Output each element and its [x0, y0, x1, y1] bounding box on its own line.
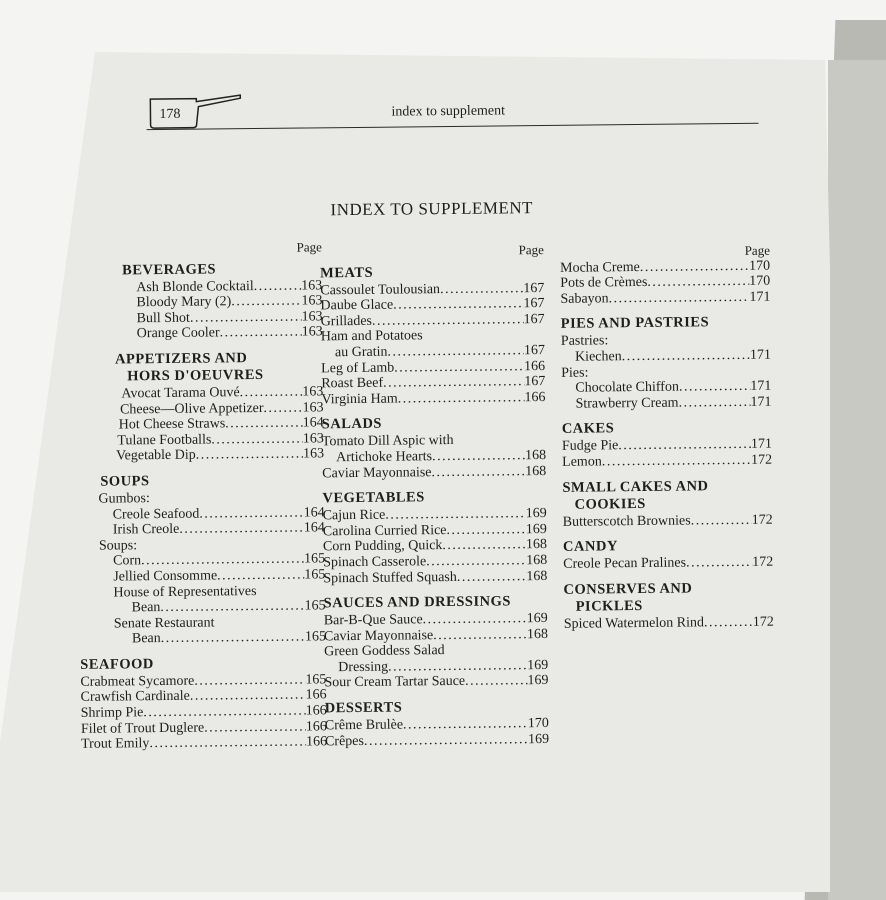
entry-page: 166 [305, 734, 328, 750]
dot-leader [602, 453, 751, 470]
page-number: 178 [159, 106, 181, 123]
index-entry [80, 630, 326, 648]
dot-leader [704, 615, 753, 631]
index-entry [561, 394, 771, 412]
entry-page: 165 [304, 567, 326, 583]
dot-leader [231, 294, 301, 310]
dot-leader [431, 464, 525, 481]
dot-leader [679, 379, 751, 395]
entry-page: 165 [304, 551, 326, 567]
entry-name: Ash Blonde Cocktail [136, 278, 254, 295]
entry-name: Cajun Rice [322, 507, 386, 524]
index-column-2 [320, 242, 549, 750]
entry-page: 170 [749, 258, 771, 274]
dot-leader [394, 359, 524, 376]
entry-name: Senate Restaurant [113, 615, 215, 632]
dot-leader [383, 374, 524, 391]
dot-leader [398, 390, 525, 407]
dot-leader [442, 538, 526, 554]
dot-leader [385, 506, 526, 523]
section-heading: CANDY [562, 538, 618, 555]
entry-name: Leg of Lamb [321, 360, 395, 376]
entry-name: Artichoke Hearts [335, 449, 433, 466]
index-entry [563, 512, 773, 530]
entry-page: 163 [302, 446, 325, 462]
entry-name: Pots de Crèmes [560, 275, 648, 292]
entry-page: 171 [750, 394, 772, 410]
dot-leader [199, 505, 303, 522]
entry-page: 163 [301, 293, 323, 309]
entry-page: 172 [751, 512, 773, 528]
entry-name: Spiced Watermelon Rind [563, 615, 705, 632]
section-heading: APPETIZERS AND [114, 350, 248, 368]
dot-leader [446, 522, 526, 538]
entry-page: 163 [301, 277, 323, 294]
entry-name: Shrimp Pie [80, 705, 144, 721]
entry-name: Kiechen [574, 349, 622, 365]
page-column-header: Page [518, 242, 544, 258]
entry-name: Crawfish Cardinale [80, 689, 190, 706]
dot-leader [678, 395, 750, 411]
index-entry [322, 464, 546, 482]
entry-page: 169 [525, 521, 547, 537]
section-heading: SOUPS [100, 473, 150, 490]
entry-name: Corn Pudding, Quick [322, 538, 443, 555]
index-column-1 [76, 239, 327, 752]
entry-page: 164 [302, 415, 324, 431]
entry-name: Creole Pecan Pralines [563, 555, 687, 572]
entry-page: 169 [525, 506, 547, 522]
index-entry [563, 555, 773, 573]
entry-name: Spinach Stuffed Squash [323, 569, 457, 586]
dot-leader [204, 719, 306, 736]
section-heading: SALADS [321, 416, 383, 433]
entry-page: 164 [303, 520, 325, 536]
dot-leader [190, 688, 306, 705]
entry-page: 164 [303, 504, 325, 521]
entry-page: 168 [526, 626, 549, 642]
dot-leader [457, 569, 527, 585]
dot-leader [190, 309, 302, 326]
dot-leader [161, 630, 305, 647]
dot-leader [217, 567, 304, 584]
entry-name: au Gratin [334, 344, 388, 361]
entry-name: Tulane Footballs [117, 432, 212, 449]
entry-page: 166 [305, 718, 327, 735]
entry-page: 170 [749, 273, 771, 290]
section-heading: SMALL CAKES AND [562, 477, 709, 496]
entry-name: Pies: [561, 365, 589, 381]
section-heading: COOKIES [574, 495, 646, 513]
entry-name: Green Goddess Salad [324, 643, 445, 660]
dot-leader [263, 400, 302, 416]
section-heading: VEGETABLES [322, 489, 425, 507]
entry-name: Jellied Consomme [113, 568, 218, 585]
entry-name: Spinach Casserole [323, 554, 427, 571]
index-entry [321, 312, 545, 330]
entry-page: 171 [750, 436, 773, 453]
dot-leader [426, 553, 526, 570]
entry-page: 172 [752, 554, 774, 570]
index-entry [79, 567, 325, 585]
entry-page: 169 [527, 731, 550, 747]
index-entry [80, 598, 326, 616]
entry-page: 171 [749, 289, 771, 305]
entry-page: 163 [302, 431, 324, 447]
entry-name: Hot Cheese Straws [118, 416, 226, 433]
index-entry [77, 325, 323, 343]
section-heading: DESSERTS [324, 699, 403, 717]
entry-name: Irish Creole [112, 521, 180, 538]
dot-leader [179, 521, 304, 538]
entry-page: 167 [523, 342, 546, 359]
running-head: index to supplement [391, 103, 506, 120]
entry-name: Tomato Dill Aspic with [321, 433, 454, 450]
dot-leader [196, 447, 303, 464]
index-entry [323, 568, 547, 586]
dot-leader [149, 735, 306, 752]
index-entry [562, 453, 772, 471]
entry-name: House of Representatives [113, 583, 257, 601]
entry-page: 169 [527, 657, 549, 674]
entry-page: 163 [302, 399, 324, 416]
entry-page: 171 [749, 347, 772, 363]
dot-leader [432, 448, 525, 465]
entry-page: 165 [304, 629, 327, 645]
dot-leader [640, 258, 749, 275]
section-heading: PICKLES [575, 597, 643, 615]
section-heading: CAKES [561, 420, 615, 438]
page-column-header: Page [744, 242, 771, 258]
entry-name: Corn [113, 553, 142, 569]
dot-leader [364, 732, 528, 749]
index-entry [561, 348, 771, 366]
dot-leader [388, 658, 527, 675]
entry-page: 168 [525, 537, 548, 553]
entry-name: Sabayon [560, 291, 609, 307]
dot-leader [691, 512, 752, 528]
dot-leader [254, 278, 302, 294]
entry-page: 172 [752, 614, 774, 630]
entry-name: Filet of Trout Duglere [80, 720, 205, 737]
entry-name: Strawberry Cream [575, 395, 679, 412]
dot-leader [622, 348, 751, 365]
entry-name: Butterscotch Brownies [562, 513, 691, 530]
entry-name: Bean [131, 631, 161, 647]
entry-name: Pastries: [560, 333, 609, 350]
index-entry [324, 627, 548, 645]
dot-leader [433, 627, 527, 644]
entry-name: Daube Glace [320, 297, 394, 314]
entry-name: Carolina Curried Rice [322, 522, 447, 540]
index-entry [564, 614, 774, 632]
entry-page: 168 [526, 568, 548, 584]
entry-name: Bloody Mary (2) [136, 294, 232, 311]
entry-page: 169 [526, 611, 548, 627]
dot-leader [686, 555, 752, 571]
entry-page: 168 [525, 463, 547, 479]
section-heading: MEATS [320, 264, 374, 281]
dot-leader [240, 385, 303, 401]
dot-leader [403, 716, 528, 733]
entry-page: 163 [301, 309, 323, 325]
section-heading: HORS D'OEUVRES [127, 366, 264, 385]
dot-leader [160, 599, 304, 616]
entry-name: Gumbos: [98, 491, 150, 507]
index-entry [79, 520, 325, 538]
entry-page: 163 [301, 324, 323, 340]
entry-name: Roast Beef [321, 375, 384, 392]
entry-name: Virginia Ham [321, 391, 398, 408]
dot-leader [219, 325, 301, 341]
dot-leader [465, 674, 528, 690]
entry-page: 169 [527, 673, 549, 689]
index-entry [78, 447, 324, 465]
entry-page: 168 [524, 447, 547, 464]
entry-name: Crabmeat Sycamore [80, 673, 195, 690]
dot-leader [372, 312, 524, 329]
dot-leader [618, 437, 751, 454]
entry-page: 168 [526, 552, 548, 569]
entry-name: Bull Shot [136, 310, 190, 327]
entry-page: 166 [524, 358, 546, 374]
entry-page: 167 [524, 374, 546, 390]
entry-name: Mocha Creme [560, 259, 640, 276]
entry-name: Trout Emily [80, 736, 150, 753]
entry-name: Creole Seafood [112, 506, 200, 523]
index-entry [81, 735, 327, 753]
section-heading: SEAFOOD [80, 655, 154, 673]
entry-page: 165 [304, 598, 326, 614]
entry-page: 167 [523, 280, 545, 296]
dot-leader [387, 343, 524, 360]
section-heading: SAUCES AND DRESSINGS [323, 593, 511, 612]
entry-page: 166 [305, 703, 327, 719]
entry-name: Avocat Tarama Ouvé [121, 385, 240, 402]
entry-name: Crême Brulèe [324, 717, 404, 734]
page-title: INDEX TO SUPPLEMENT [330, 198, 534, 220]
section-heading: CONSERVES AND [563, 580, 693, 598]
dot-leader [194, 672, 305, 689]
entry-page: 163 [302, 384, 324, 400]
page-column-header: Page [296, 239, 322, 255]
entry-page: 166 [524, 389, 546, 405]
entry-page: 165 [305, 672, 327, 688]
entry-name: Cassoulet Toulousian [320, 281, 441, 298]
section-heading: BEVERAGES [122, 261, 217, 279]
entry-page: 171 [750, 378, 772, 395]
entry-name: Ham and Potatoes [320, 328, 423, 345]
entry-name: Caviar Mayonnaise [323, 627, 434, 645]
dot-leader [440, 281, 523, 297]
index-entry [325, 732, 549, 750]
index-entry [321, 390, 545, 408]
dot-leader [647, 274, 749, 291]
entry-name: Cheese—Olive Appetizer [119, 400, 264, 418]
entry-name: Orange Cooler [136, 325, 220, 342]
entry-name: Sour Cream Tartar Sauce [324, 674, 466, 691]
entry-name: Soups: [98, 538, 138, 554]
entry-name: Lemon [562, 454, 602, 470]
dot-leader [393, 296, 523, 313]
entry-page: 166 [305, 687, 327, 703]
entry-page: 170 [527, 716, 549, 732]
entry-page: 167 [523, 311, 545, 328]
section-heading: PIES AND PASTRIES [560, 314, 710, 333]
dot-leader [143, 704, 306, 721]
dot-leader [423, 611, 527, 628]
entry-name: Bar-B-Que Sauce [323, 612, 423, 629]
index-entry [324, 673, 548, 691]
entry-page: 167 [523, 296, 545, 312]
entry-name: Chocolate Chiffon [575, 379, 679, 396]
dot-leader [211, 431, 303, 448]
entry-name: Caviar Mayonnaise [322, 464, 432, 481]
entry-name: Bean [131, 600, 161, 616]
entry-name: Vegetable Dip [115, 448, 196, 464]
entry-page: 172 [751, 452, 773, 468]
dot-leader [225, 416, 303, 432]
entry-name: Fudge Pie [561, 438, 619, 455]
entry-name: Grillades [320, 313, 373, 330]
index-column-3 [560, 243, 774, 632]
entry-name: Crêpes [324, 733, 365, 749]
index-entry [560, 289, 770, 307]
dot-leader [141, 552, 304, 569]
dot-leader [609, 290, 750, 307]
entry-name: Dressing [338, 659, 389, 676]
